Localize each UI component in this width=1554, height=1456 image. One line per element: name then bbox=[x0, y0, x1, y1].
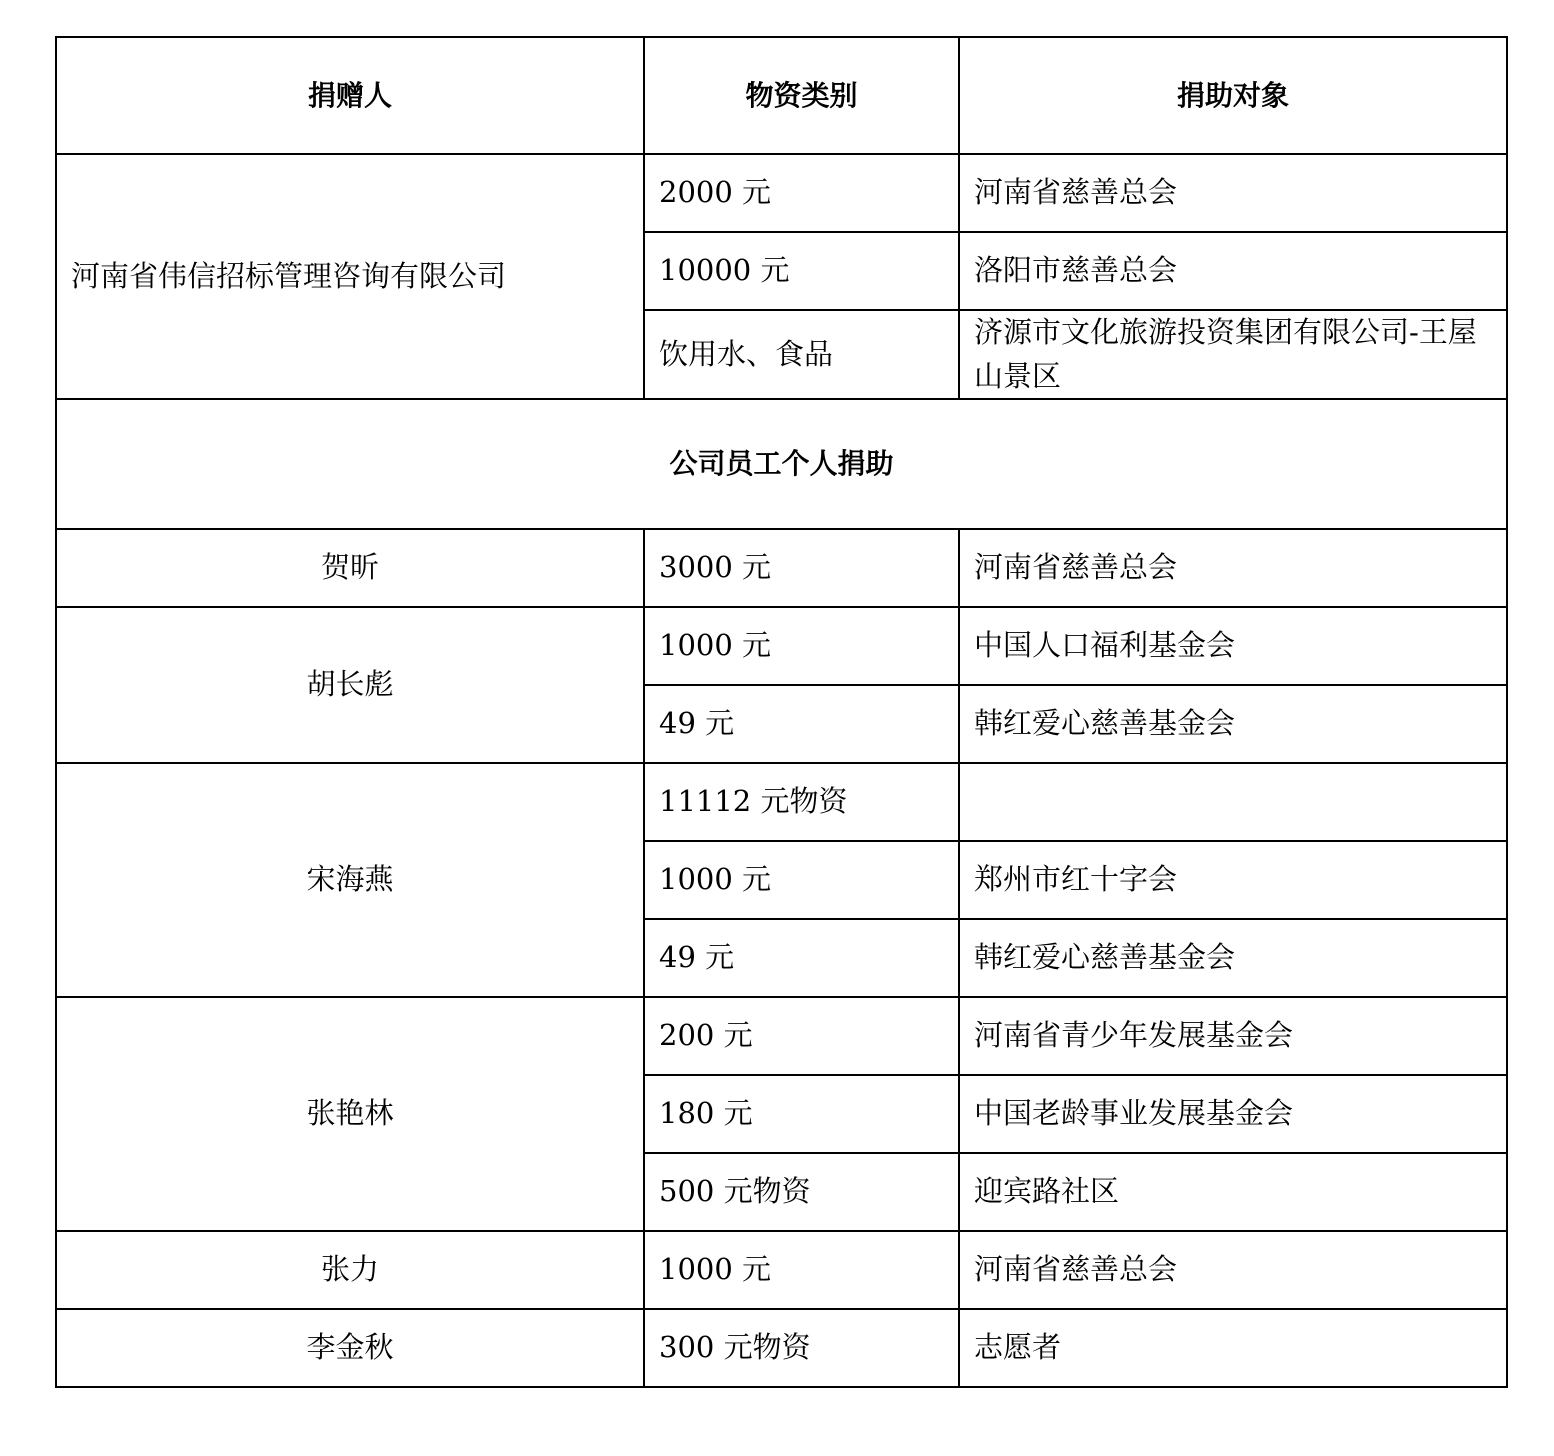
table-row bbox=[56, 763, 1507, 841]
recipient-cell: 洛阳市慈善总会 bbox=[959, 232, 1507, 310]
category-cell: 49 元 bbox=[644, 685, 959, 763]
recipient-cell: 韩红爱心慈善基金会 bbox=[959, 919, 1507, 997]
donor-cell: 宋海燕 bbox=[56, 763, 644, 997]
table-row bbox=[56, 1231, 1507, 1309]
category-cell: 11112 元物资 bbox=[644, 763, 959, 841]
donor-cell: 李金秋 bbox=[56, 1309, 644, 1387]
table-row bbox=[56, 607, 1507, 685]
donor-cell: 张艳林 bbox=[56, 997, 644, 1231]
recipient-cell: 郑州市红十字会 bbox=[959, 841, 1507, 919]
donor-cell: 张力 bbox=[56, 1231, 644, 1309]
table-header-row bbox=[56, 37, 1507, 154]
header-category: 物资类别 bbox=[644, 37, 959, 154]
section-title: 公司员工个人捐助 bbox=[56, 399, 1507, 529]
recipient-cell: 中国人口福利基金会 bbox=[959, 607, 1507, 685]
category-cell: 1000 元 bbox=[644, 841, 959, 919]
table-row bbox=[56, 529, 1507, 607]
category-cell: 10000 元 bbox=[644, 232, 959, 310]
category-cell: 500 元物资 bbox=[644, 1153, 959, 1231]
category-cell: 300 元物资 bbox=[644, 1309, 959, 1387]
category-cell: 49 元 bbox=[644, 919, 959, 997]
table-row bbox=[56, 154, 1507, 232]
donation-table bbox=[55, 36, 1508, 1388]
category-cell: 2000 元 bbox=[644, 154, 959, 232]
table-row bbox=[56, 997, 1507, 1075]
header-donor: 捐赠人 bbox=[56, 37, 644, 154]
donor-cell: 贺昕 bbox=[56, 529, 644, 607]
recipient-cell: 河南省慈善总会 bbox=[959, 154, 1507, 232]
recipient-cell: 中国老龄事业发展基金会 bbox=[959, 1075, 1507, 1153]
recipient-cell: 河南省青少年发展基金会 bbox=[959, 997, 1507, 1075]
category-cell: 200 元 bbox=[644, 997, 959, 1075]
recipient-cell: 志愿者 bbox=[959, 1309, 1507, 1387]
section-row bbox=[56, 399, 1507, 529]
category-cell: 饮用水、食品 bbox=[644, 310, 959, 399]
category-cell: 3000 元 bbox=[644, 529, 959, 607]
recipient-cell: 迎宾路社区 bbox=[959, 1153, 1507, 1231]
category-cell: 1000 元 bbox=[644, 607, 959, 685]
header-recipient: 捐助对象 bbox=[959, 37, 1507, 154]
recipient-cell: 韩红爱心慈善基金会 bbox=[959, 685, 1507, 763]
recipient-cell: 济源市文化旅游投资集团有限公司-王屋山景区 bbox=[959, 310, 1507, 399]
category-cell: 1000 元 bbox=[644, 1231, 959, 1309]
table-row bbox=[56, 1309, 1507, 1387]
donor-cell: 胡长彪 bbox=[56, 607, 644, 763]
company-donor-cell: 河南省伟信招标管理咨询有限公司 bbox=[56, 154, 644, 399]
category-cell: 180 元 bbox=[644, 1075, 959, 1153]
recipient-cell bbox=[959, 763, 1507, 841]
recipient-cell: 河南省慈善总会 bbox=[959, 1231, 1507, 1309]
recipient-cell: 河南省慈善总会 bbox=[959, 529, 1507, 607]
